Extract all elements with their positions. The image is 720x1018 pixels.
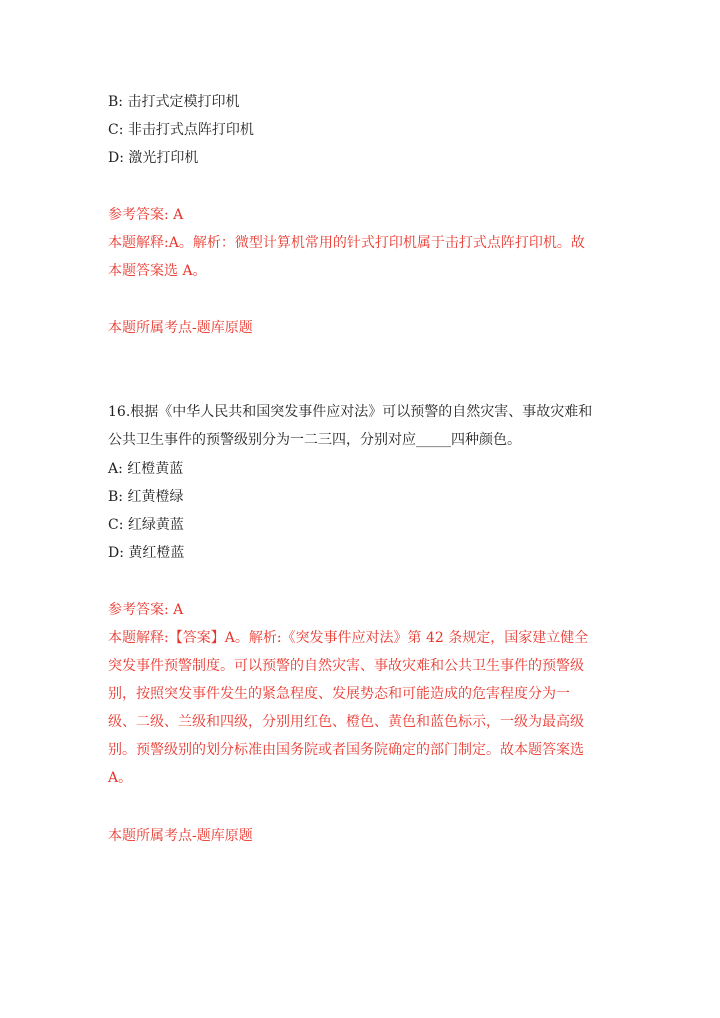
q16-option-c: C: 红绿黄蓝 — [108, 517, 184, 533]
q16-option-d: D: 黄红橙蓝 — [108, 545, 185, 561]
q16-explanation-line-5: 别。预警级别的划分标准由国务院或者国务院确定的部门制定。故本题答案选 — [108, 742, 584, 758]
q16-option-b: B: 红黄橙绿 — [108, 489, 184, 505]
q16-explanation-line-6: A。 — [108, 770, 133, 786]
q15-option-c: C: 非击打式点阵打印机 — [108, 122, 254, 138]
q16-explanation-line-3: 别，按照突发事件发生的紧急程度、发展势态和可能造成的危害程度分为一 — [108, 686, 570, 702]
q15-source: 本题所属考点-题库原题 — [108, 320, 253, 336]
q15-explanation-line-1: 本题解释:A。解析：微型计算机常用的针式打印机属于击打式点阵打印机。故 — [108, 235, 585, 251]
q15-explanation-line-2: 本题答案选 A。 — [108, 263, 207, 279]
q16-explanation-line-2: 突发事件预警制度。可以预警的自然灾害、事故灾难和公共卫生事件的预警级 — [108, 658, 584, 674]
q16-question-line-1: 16.根据《中华人民共和国突发事件应对法》可以预警的自然灾害、事故灾难和 — [108, 404, 593, 420]
q15-option-d: D: 激光打印机 — [108, 150, 199, 166]
q15-answer: 参考答案: A — [108, 207, 184, 223]
q16-option-a: A: 红橙黄蓝 — [108, 461, 184, 477]
q15-option-b: B: 击打式定模打印机 — [108, 94, 240, 110]
q16-question-line-2: 公共卫生事件的预警级别分为一二三四，分别对应_____四种颜色。 — [108, 432, 521, 448]
q16-explanation-line-1: 本题解释:【答案】A。解析:《突发事件应对法》第 42 条规定，国家建立健全 — [108, 630, 589, 646]
q16-source: 本题所属考点-题库原题 — [108, 828, 253, 844]
q16-answer: 参考答案: A — [108, 602, 184, 618]
q16-explanation-line-4: 级、二级、兰级和四级，分别用红色、橙色、黄色和蓝色标示，一级为最高级 — [108, 714, 584, 730]
